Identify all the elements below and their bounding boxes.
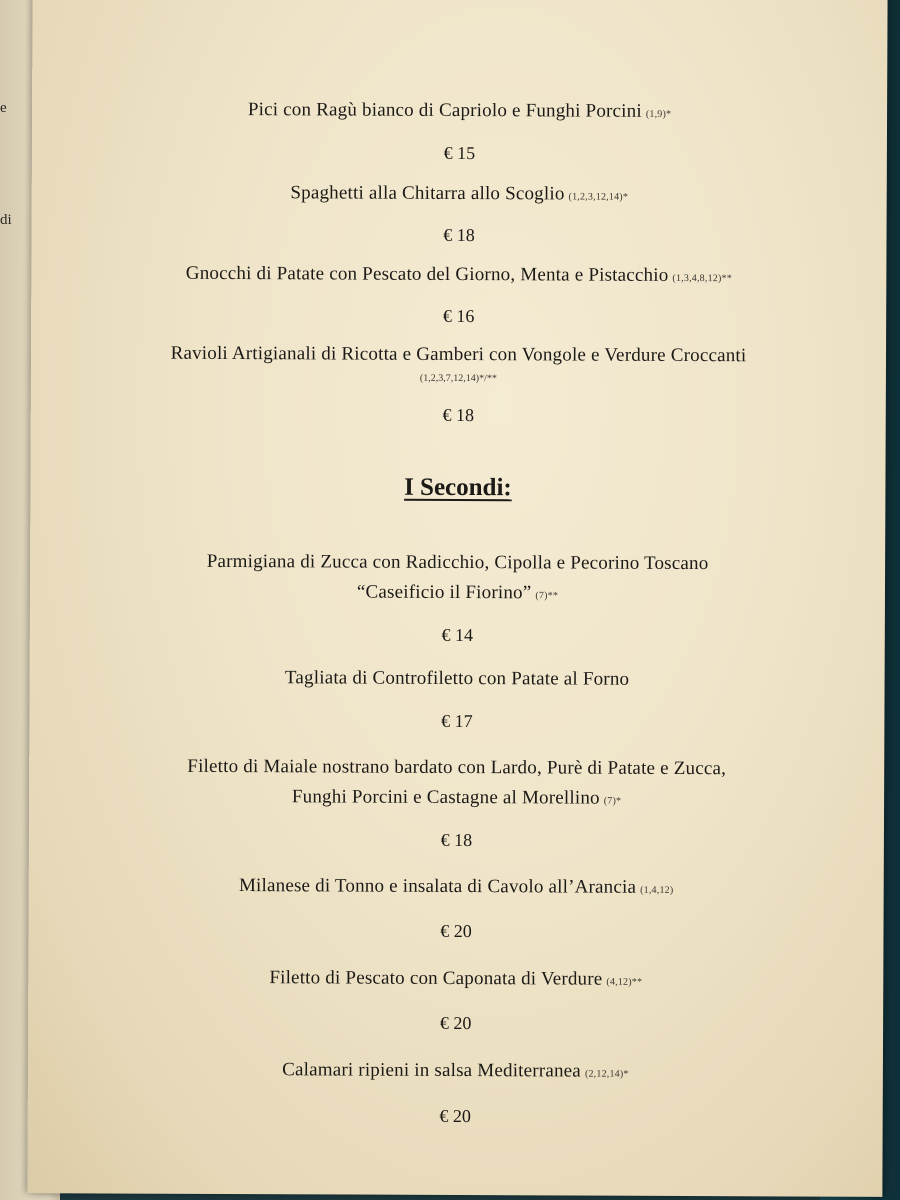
dish-price: € 18 xyxy=(443,224,475,246)
dish-price: € 16 xyxy=(442,305,475,327)
allergen-codes: (7)** xyxy=(535,590,559,602)
allergen-codes: (1,9)* xyxy=(645,108,672,120)
menu-item xyxy=(32,98,887,124)
menu-item xyxy=(29,874,884,900)
dish-price: € 20 xyxy=(439,1012,472,1034)
dish-price: € 17 xyxy=(441,710,473,732)
menu-page xyxy=(27,0,887,1197)
dish-price: € 18 xyxy=(440,829,473,851)
dish-name: Filetto di Maiale nostrano bardato con Lardo, Purè di Patate e Zucca, xyxy=(187,755,727,780)
dish-price: € 18 xyxy=(442,404,475,426)
dish-name: Filetto di Pescato con Caponata di Verdure xyxy=(269,967,603,990)
menu-item xyxy=(29,755,884,781)
allergen-codes: (1,2,3,7,12,14)*/** xyxy=(419,372,497,385)
dish-name: Tagliata di Controfiletto con Patate al Forno xyxy=(284,667,630,690)
allergen-codes: (1,2,3,12,14)* xyxy=(568,191,629,203)
allergen-codes: (1,3,4,8,12)** xyxy=(672,272,732,285)
menu-item xyxy=(32,181,887,207)
menu-item-continuation xyxy=(30,580,885,606)
menu-item-continuation xyxy=(29,785,884,811)
dish-name: Calamari ripieni in salsa Mediterranea xyxy=(282,1059,582,1082)
dish-name: “Caseificio il Fiorino” xyxy=(356,581,532,604)
dish-name: Ravioli Artigianali di Ricotta e Gamberi con Vongole e Verdure Croccanti xyxy=(170,342,747,367)
allergen-codes: (4,12)** xyxy=(606,976,643,988)
dish-price: € 15 xyxy=(443,142,476,164)
menu-item xyxy=(28,966,883,992)
dish-name: Parmigiana di Zucca con Radicchio, Cipolla e Pecorino Toscano xyxy=(206,550,709,575)
previous-page-fragment: di xyxy=(0,212,12,228)
menu-item xyxy=(31,262,886,288)
dish-price: € 20 xyxy=(439,1105,471,1127)
dish-price: € 20 xyxy=(440,920,472,942)
dish-name: Funghi Porcini e Castagne al Morellino xyxy=(291,786,600,809)
dish-price: € 14 xyxy=(441,624,474,646)
menu-item xyxy=(30,550,885,576)
allergen-codes: (1,4,12) xyxy=(640,884,674,896)
section-title: I Secondi: xyxy=(404,473,512,502)
dish-name: Spaghetti alla Chitarra allo Scoglio xyxy=(290,182,565,205)
dish-name: Gnocchi di Patate con Pescato del Giorno, Menta e Pistacchio xyxy=(185,262,669,286)
allergen-codes: (7)* xyxy=(603,795,622,807)
dish-name: Milanese di Tonno e insalata di Cavolo all’Arancia xyxy=(238,875,637,898)
menu-item xyxy=(28,1058,883,1084)
dish-name: Pici con Ragù bianco di Capriolo e Funghi Porcini xyxy=(247,99,642,122)
menu-item xyxy=(31,342,886,368)
allergen-codes: (2,12,14)* xyxy=(584,1068,629,1080)
menu-item xyxy=(30,666,885,692)
previous-page-fragment: e xyxy=(0,100,7,116)
